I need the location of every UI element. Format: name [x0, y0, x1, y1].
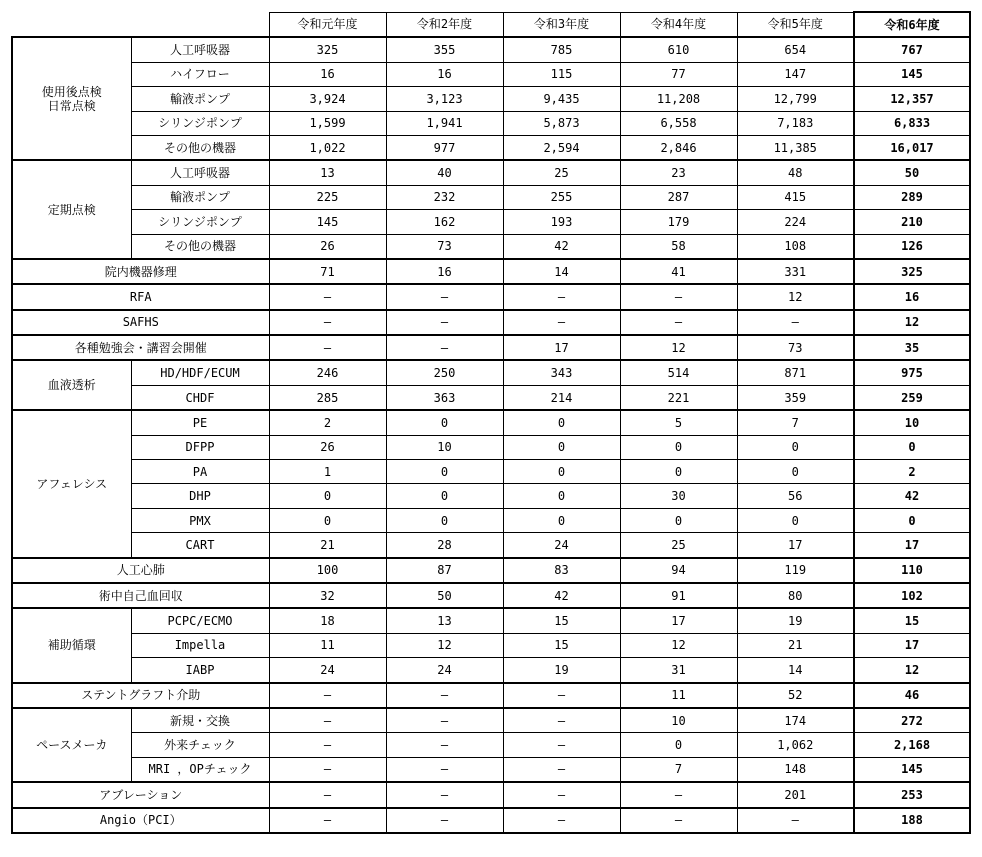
value-cell: ―	[386, 284, 503, 309]
value-cell: 24	[269, 658, 386, 683]
value-cell: 15	[503, 633, 620, 657]
row-label: 人工心肺	[12, 558, 269, 583]
value-cell: ―	[737, 310, 854, 335]
sub-label: PE	[131, 410, 269, 435]
value-cell-current: 12	[854, 658, 970, 683]
table-row	[12, 185, 970, 209]
value-cell: 71	[269, 259, 386, 284]
header-year: 令和3年度	[503, 12, 620, 37]
value-cell: 48	[737, 160, 854, 185]
category-label-line: 補助循環	[47, 638, 96, 653]
value-cell: 26	[269, 435, 386, 459]
value-cell: 331	[737, 259, 854, 284]
value-cell-current: 0	[854, 508, 970, 532]
header-year-current: 令和6年度	[854, 12, 970, 37]
value-cell: ―	[503, 808, 620, 833]
value-cell: 7	[737, 410, 854, 435]
value-cell: 0	[503, 508, 620, 532]
value-cell: 24	[503, 533, 620, 558]
value-cell: 11,385	[737, 135, 854, 160]
table-row	[12, 633, 970, 657]
value-cell: 52	[737, 683, 854, 708]
value-cell: 32	[269, 583, 386, 608]
value-cell: ―	[386, 310, 503, 335]
value-cell: 225	[269, 185, 386, 209]
value-cell: 0	[737, 508, 854, 532]
row-label: 院内機器修理	[12, 259, 269, 284]
category-label-line: 日常点検	[47, 98, 96, 113]
value-cell: ―	[620, 284, 737, 309]
value-cell: 232	[386, 185, 503, 209]
table-row	[12, 658, 970, 683]
table-row	[12, 284, 970, 309]
value-cell: 0	[737, 435, 854, 459]
value-cell: 11,208	[620, 87, 737, 111]
value-cell: 15	[503, 608, 620, 633]
sub-label: シリンジポンプ	[131, 210, 269, 234]
value-cell-current: 210	[854, 210, 970, 234]
table-row	[12, 757, 970, 782]
header-year: 令和5年度	[737, 12, 854, 37]
sub-label: その他の機器	[131, 234, 269, 259]
value-cell: 87	[386, 558, 503, 583]
value-cell-current: 2	[854, 460, 970, 484]
value-cell: ―	[269, 708, 386, 733]
value-cell: ―	[503, 284, 620, 309]
row-label: Angio（PCI）	[12, 808, 269, 833]
value-cell: ―	[269, 284, 386, 309]
value-cell-current: 325	[854, 259, 970, 284]
value-cell: 0	[620, 508, 737, 532]
value-cell: 871	[737, 360, 854, 385]
value-cell: 12	[620, 633, 737, 657]
value-cell: 1,941	[386, 111, 503, 135]
value-cell-current: 46	[854, 683, 970, 708]
value-cell-current: 126	[854, 234, 970, 259]
value-cell: 5,873	[503, 111, 620, 135]
value-cell: 23	[620, 160, 737, 185]
value-cell: 10	[620, 708, 737, 733]
value-cell: 201	[737, 782, 854, 807]
sub-label: その他の機器	[131, 135, 269, 160]
value-cell: 10	[386, 435, 503, 459]
value-cell-current: 50	[854, 160, 970, 185]
value-cell-current: 253	[854, 782, 970, 807]
value-cell: 0	[386, 484, 503, 508]
category-label	[12, 410, 131, 557]
sub-label: 外来チェック	[131, 733, 269, 757]
value-cell: 16	[386, 259, 503, 284]
sub-label: シリンジポンプ	[131, 111, 269, 135]
sub-label: HD/HDF/ECUM	[131, 360, 269, 385]
sub-label: ハイフロー	[131, 62, 269, 86]
value-cell: ―	[386, 733, 503, 757]
value-cell: 115	[503, 62, 620, 86]
value-cell: 162	[386, 210, 503, 234]
value-cell-current: 16	[854, 284, 970, 309]
value-cell: 12	[620, 335, 737, 360]
value-cell: ―	[503, 310, 620, 335]
value-cell: 50	[386, 583, 503, 608]
table-row	[12, 385, 970, 410]
table-row	[12, 733, 970, 757]
category-label	[12, 37, 131, 160]
value-cell-current: 17	[854, 533, 970, 558]
value-cell-current: 975	[854, 360, 970, 385]
value-cell: 80	[737, 583, 854, 608]
value-cell: 14	[737, 658, 854, 683]
value-cell: 1,599	[269, 111, 386, 135]
value-cell: ―	[269, 683, 386, 708]
value-cell: 17	[620, 608, 737, 633]
value-cell: 0	[386, 410, 503, 435]
value-cell: 147	[737, 62, 854, 86]
table-row	[12, 335, 970, 360]
value-cell: 11	[620, 683, 737, 708]
value-cell: 2,594	[503, 135, 620, 160]
value-cell: 7,183	[737, 111, 854, 135]
value-cell: 0	[620, 733, 737, 757]
value-cell: 0	[620, 460, 737, 484]
value-cell: 28	[386, 533, 503, 558]
value-cell: 1	[269, 460, 386, 484]
table-row	[12, 360, 970, 385]
sub-label: MRI ，OPチェック	[131, 757, 269, 782]
value-cell: 363	[386, 385, 503, 410]
table-row	[12, 160, 970, 185]
value-cell: ―	[503, 757, 620, 782]
value-cell: 100	[269, 558, 386, 583]
header-year: 令和2年度	[386, 12, 503, 37]
value-cell: 654	[737, 37, 854, 62]
table-row	[12, 782, 970, 807]
table-row	[12, 210, 970, 234]
value-cell: ―	[386, 683, 503, 708]
category-label	[12, 608, 131, 682]
value-cell: 25	[503, 160, 620, 185]
header-year: 令和4年度	[620, 12, 737, 37]
value-cell: 287	[620, 185, 737, 209]
sub-label: DFPP	[131, 435, 269, 459]
table-row	[12, 37, 970, 62]
value-cell: 193	[503, 210, 620, 234]
value-cell: ―	[269, 782, 386, 807]
value-cell: ―	[269, 335, 386, 360]
value-cell: 0	[503, 484, 620, 508]
value-cell: 343	[503, 360, 620, 385]
value-cell: 17	[737, 533, 854, 558]
value-cell: 42	[503, 234, 620, 259]
value-cell: 2	[269, 410, 386, 435]
value-cell-current: 35	[854, 335, 970, 360]
value-cell: 16	[386, 62, 503, 86]
value-cell: ―	[503, 708, 620, 733]
category-label	[12, 360, 131, 410]
sub-label: 輸液ポンプ	[131, 87, 269, 111]
value-cell: 12,799	[737, 87, 854, 111]
table-row	[12, 62, 970, 86]
value-cell: 221	[620, 385, 737, 410]
value-cell: ―	[620, 310, 737, 335]
value-cell: 6,558	[620, 111, 737, 135]
value-cell: 11	[269, 633, 386, 657]
value-cell-current: 16,017	[854, 135, 970, 160]
table-row	[12, 484, 970, 508]
value-cell-current: 6,833	[854, 111, 970, 135]
value-cell: 12	[386, 633, 503, 657]
value-cell: 56	[737, 484, 854, 508]
sub-label: PA	[131, 460, 269, 484]
category-label	[12, 708, 131, 782]
sub-label: Impella	[131, 633, 269, 657]
value-cell-current: 145	[854, 757, 970, 782]
table-row	[12, 708, 970, 733]
value-cell: 0	[503, 460, 620, 484]
category-label-line: 定期点検	[47, 202, 96, 217]
value-cell-current: 145	[854, 62, 970, 86]
table-row	[12, 583, 970, 608]
value-cell: 77	[620, 62, 737, 86]
table-row	[12, 460, 970, 484]
value-cell: 73	[386, 234, 503, 259]
value-cell: 0	[737, 460, 854, 484]
value-cell: ―	[737, 808, 854, 833]
table-row	[12, 435, 970, 459]
value-cell: 1,022	[269, 135, 386, 160]
value-cell: 42	[503, 583, 620, 608]
sub-label: IABP	[131, 658, 269, 683]
value-cell: ―	[386, 757, 503, 782]
value-cell: 25	[620, 533, 737, 558]
value-cell: 0	[269, 484, 386, 508]
value-cell: 255	[503, 185, 620, 209]
value-cell-current: 188	[854, 808, 970, 833]
value-cell: 7	[620, 757, 737, 782]
value-cell: 148	[737, 757, 854, 782]
sub-label: CART	[131, 533, 269, 558]
header-blank	[12, 12, 269, 37]
category-label-line: アフェレシス	[36, 476, 108, 491]
sub-label: PCPC/ECMO	[131, 608, 269, 633]
table-row	[12, 259, 970, 284]
sub-label: 人工呼吸器	[131, 160, 269, 185]
value-cell-current: 272	[854, 708, 970, 733]
value-cell: 0	[503, 410, 620, 435]
row-label: ステントグラフト介助	[12, 683, 269, 708]
value-cell: 325	[269, 37, 386, 62]
value-cell: ―	[386, 335, 503, 360]
value-cell: 19	[503, 658, 620, 683]
value-cell: 94	[620, 558, 737, 583]
table-row	[12, 135, 970, 160]
value-cell: 0	[503, 435, 620, 459]
value-cell-current: 0	[854, 435, 970, 459]
value-cell-current: 259	[854, 385, 970, 410]
value-cell: 31	[620, 658, 737, 683]
table-row	[12, 508, 970, 532]
row-label: SAFHS	[12, 310, 269, 335]
value-cell-current: 767	[854, 37, 970, 62]
value-cell: 514	[620, 360, 737, 385]
value-cell: 179	[620, 210, 737, 234]
value-cell: 40	[386, 160, 503, 185]
value-cell-current: 289	[854, 185, 970, 209]
value-cell: 13	[386, 608, 503, 633]
value-cell: 415	[737, 185, 854, 209]
value-cell: 2,846	[620, 135, 737, 160]
table-row	[12, 111, 970, 135]
value-cell: ―	[386, 708, 503, 733]
value-cell: 0	[620, 435, 737, 459]
value-cell: 108	[737, 234, 854, 259]
table-row	[12, 87, 970, 111]
value-cell: 250	[386, 360, 503, 385]
value-cell: 0	[386, 460, 503, 484]
value-cell: 30	[620, 484, 737, 508]
table-row	[12, 683, 970, 708]
category-label-line: ペースメーカ	[36, 738, 108, 753]
sub-label: PMX	[131, 508, 269, 532]
table-row	[12, 410, 970, 435]
value-cell: 355	[386, 37, 503, 62]
value-cell: 224	[737, 210, 854, 234]
table-row	[12, 533, 970, 558]
value-cell: 145	[269, 210, 386, 234]
value-cell: ―	[503, 683, 620, 708]
value-cell: 24	[386, 658, 503, 683]
value-cell: 13	[269, 160, 386, 185]
value-cell: 174	[737, 708, 854, 733]
value-cell-current: 10	[854, 410, 970, 435]
value-cell: 17	[503, 335, 620, 360]
value-cell: ―	[269, 757, 386, 782]
value-cell: ―	[269, 310, 386, 335]
row-label: 術中自己血回収	[12, 583, 269, 608]
category-label-line: 使用後点検	[41, 84, 102, 99]
value-cell: ―	[503, 782, 620, 807]
value-cell: 21	[269, 533, 386, 558]
category-label	[12, 160, 131, 259]
value-cell: 18	[269, 608, 386, 633]
value-cell: 12	[737, 284, 854, 309]
value-cell: 0	[386, 508, 503, 532]
category-label-line: 血液透析	[47, 378, 96, 393]
value-cell: 58	[620, 234, 737, 259]
value-cell: 246	[269, 360, 386, 385]
value-cell: 1,062	[737, 733, 854, 757]
value-cell-current: 2,168	[854, 733, 970, 757]
value-cell: 119	[737, 558, 854, 583]
value-cell: 5	[620, 410, 737, 435]
row-label: 各種勉強会・講習会開催	[12, 335, 269, 360]
value-cell-current: 17	[854, 633, 970, 657]
value-cell: 359	[737, 385, 854, 410]
value-cell-current: 12	[854, 310, 970, 335]
value-cell: ―	[269, 733, 386, 757]
value-cell: ―	[386, 808, 503, 833]
table-body	[12, 37, 970, 833]
value-cell: 16	[269, 62, 386, 86]
value-cell-current: 110	[854, 558, 970, 583]
table-row	[12, 808, 970, 833]
value-cell-current: 12,357	[854, 87, 970, 111]
sub-label: 輸液ポンプ	[131, 185, 269, 209]
value-cell-current: 42	[854, 484, 970, 508]
value-cell: 3,123	[386, 87, 503, 111]
value-cell: 0	[269, 508, 386, 532]
value-cell: 9,435	[503, 87, 620, 111]
value-cell: ―	[269, 808, 386, 833]
value-cell: 26	[269, 234, 386, 259]
value-cell: 83	[503, 558, 620, 583]
value-cell: ―	[620, 782, 737, 807]
sub-label: CHDF	[131, 385, 269, 410]
sub-label: 新規・交換	[131, 708, 269, 733]
value-cell: 3,924	[269, 87, 386, 111]
value-cell: 21	[737, 633, 854, 657]
value-cell: 73	[737, 335, 854, 360]
statistics-table	[11, 11, 971, 834]
sub-label: 人工呼吸器	[131, 37, 269, 62]
sub-label: DHP	[131, 484, 269, 508]
value-cell-current: 102	[854, 583, 970, 608]
value-cell: 977	[386, 135, 503, 160]
value-cell: 19	[737, 608, 854, 633]
value-cell: 14	[503, 259, 620, 284]
value-cell: 285	[269, 385, 386, 410]
value-cell: 610	[620, 37, 737, 62]
value-cell: ―	[386, 782, 503, 807]
header-year: 令和元年度	[269, 12, 386, 37]
value-cell: 785	[503, 37, 620, 62]
table-row	[12, 558, 970, 583]
table-row	[12, 310, 970, 335]
value-cell: 214	[503, 385, 620, 410]
value-cell: 41	[620, 259, 737, 284]
value-cell-current: 15	[854, 608, 970, 633]
row-label: RFA	[12, 284, 269, 309]
value-cell: 91	[620, 583, 737, 608]
value-cell: ―	[620, 808, 737, 833]
row-label: アブレーション	[12, 782, 269, 807]
table-row	[12, 608, 970, 633]
table-row	[12, 234, 970, 259]
value-cell: ―	[503, 733, 620, 757]
